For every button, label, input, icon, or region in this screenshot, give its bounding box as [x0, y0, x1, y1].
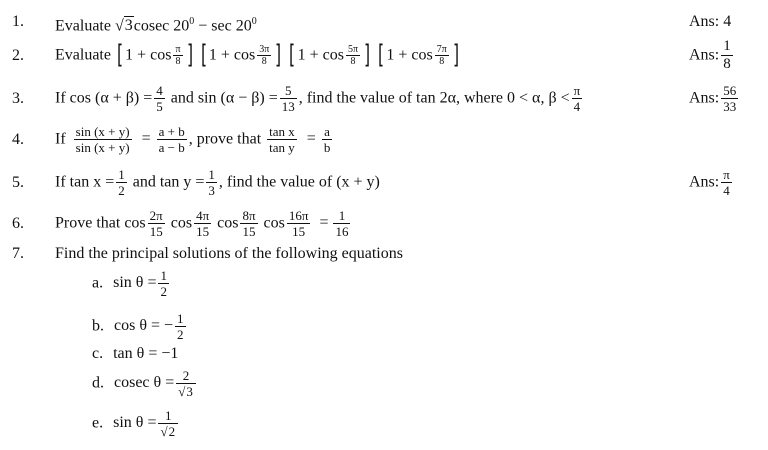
q3-answer-fraction: $\frac{56}{33}$ [723, 82, 737, 114]
q6-fraction-4: $\frac{16\pi}{15}$ [288, 207, 309, 239]
question-7-text: Find the principal solutions of the following equations [55, 245, 403, 262]
q6-part-1: Prove that cos [55, 214, 146, 232]
q6-cos-4: cos [263, 214, 285, 232]
q5-fraction-2: $\frac{1}{3}$ [208, 166, 215, 198]
question-7c [92, 345, 178, 363]
q7b-equation: cos θ = − [114, 317, 174, 335]
q1-degree-2: 0 [251, 16, 257, 27]
q1-degree-1: 0 [189, 16, 195, 27]
question-1-answer: Ans: 4 [689, 13, 732, 30]
q2-bracket-open-3: [ [289, 40, 296, 71]
q3-answer-label: Ans: [689, 89, 720, 107]
q4-equals-2: = [306, 130, 316, 148]
q2-fraction-1: $\frac{\pi}{8}$ [175, 43, 181, 67]
q7e-sqrt-symbol: √ [160, 423, 168, 439]
q7d-equation: cosec θ = [114, 374, 175, 392]
q6-cos-2: cos [170, 214, 193, 232]
q4-fraction-4: $\frac{a}{b}$ [323, 123, 331, 155]
question-3-answer [689, 81, 740, 115]
question-4-number: 4. [12, 131, 24, 148]
question-2-text [55, 38, 461, 72]
q4-equals: = [141, 130, 151, 148]
question-3-number: 3. [12, 90, 24, 107]
q7d-fraction: $\frac{2}{√3}$ [176, 368, 196, 399]
question-7b [92, 309, 188, 343]
q4-fraction-3: $\frac{\text{tan x}}{\text{tan y}}$ [269, 123, 295, 155]
question-5-answer [689, 165, 734, 199]
q2-bracket-close-4: ] [452, 40, 459, 71]
q2-fraction-3: $\frac{5\pi}{8}$ [347, 43, 359, 67]
question-7d [92, 364, 198, 402]
q7a-fraction: $\frac{1}{2}$ [160, 267, 167, 299]
q2-term-4: 1 + cos [386, 46, 433, 64]
q1-radicand: 3 [124, 17, 133, 35]
q2-bracket-open-1: [ [117, 40, 124, 71]
q2-term-2: 1 + cos [208, 46, 256, 64]
q4-fraction-2: $\frac{a + b}{a - b}$ [158, 123, 185, 155]
q6-fraction-3: $\frac{8\pi}{15}$ [242, 207, 256, 239]
q7d-label: d. [92, 374, 104, 392]
q3-fraction-2: $\frac{5}{13}$ [281, 82, 295, 114]
q6-cos-3: cos [217, 214, 239, 232]
q2-bracket-open-4: [ [378, 40, 385, 71]
q2-bracket-open-2: [ [200, 40, 207, 71]
q5-part-1: If tan x = [55, 173, 115, 191]
q4-if: If [55, 130, 66, 148]
question-7e [92, 404, 180, 442]
q2-fraction-4: $\frac{7\pi}{8}$ [436, 43, 447, 67]
q7a-equation: sin θ = [113, 274, 157, 292]
question-7-number: 7. [12, 245, 24, 262]
q7b-fraction: $\frac{1}{2}$ [177, 310, 184, 342]
q2-term-3: 1 + cos [297, 46, 344, 64]
q7e-label: e. [92, 414, 104, 432]
q3-part-1: If cos (α + β) = [55, 89, 153, 107]
q7e-fraction: $\frac{1}{√2}$ [158, 408, 178, 439]
q7d-sqrt-symbol: √ [178, 383, 186, 399]
question-5-text [55, 165, 380, 199]
question-7a [92, 266, 171, 300]
question-5-number: 5. [12, 174, 24, 191]
q1-sqrt-symbol: √ [114, 17, 124, 35]
q7c-equation: tan θ = −1 [113, 345, 179, 362]
q6-result-fraction: $\frac{1}{16}$ [335, 207, 349, 239]
q2-lead: Evaluate [55, 46, 111, 64]
q1-expr: cosec 20 [133, 17, 190, 35]
q3-part-2: and sin (α − β) = [166, 89, 278, 107]
q2-answer-label: Ans: [689, 46, 720, 64]
q1-lead: Evaluate [55, 17, 115, 35]
q2-fraction-2: $\frac{3\pi}{8}$ [259, 43, 270, 67]
q2-bracket-close-3: ] [364, 40, 371, 71]
q2-bracket-close-1: ] [186, 40, 193, 71]
q4-part-2: , prove that [188, 130, 262, 148]
q7e-equation: sin θ = [113, 414, 157, 432]
q4-fraction-1: $\frac{\sin (x + y)}{\sin (x + y)}$ [75, 123, 130, 155]
q6-fraction-1: $\frac{2\pi}{15}$ [149, 207, 163, 239]
q2-bracket-close-2: ] [275, 40, 282, 71]
q7b-label: b. [92, 317, 104, 335]
q5-part-3: , find the value of (x + y) [218, 173, 380, 191]
q3-fraction-1: $\frac{4}{5}$ [156, 82, 163, 114]
q2-term-1: 1 + cos [125, 46, 172, 64]
q6-equals: = [319, 214, 329, 232]
question-6-number: 6. [12, 215, 24, 232]
question-1-text [55, 13, 257, 35]
q2-answer-fraction: $\frac{1}{8}$ [723, 38, 731, 72]
question-2-answer [689, 38, 735, 73]
q3-part-3: , find the value of tan 2α, where 0 < α, β < [298, 89, 570, 107]
q5-part-2: and tan y = [128, 173, 205, 191]
question-2-number: 2. [12, 47, 24, 64]
q5-fraction-1: $\frac{1}{2}$ [118, 166, 125, 198]
q1-minus-part: − sec 20 [194, 17, 252, 35]
q5-answer-fraction: $\frac{\pi}{4}$ [723, 166, 730, 198]
question-4-text [55, 121, 334, 157]
q6-fraction-2: $\frac{4\pi}{15}$ [196, 207, 210, 239]
q3-fraction-3: $\frac{\pi}{4}$ [573, 82, 581, 114]
q5-answer-label: Ans: [689, 173, 720, 191]
question-6-text [55, 206, 352, 240]
q7c-label: c. [92, 345, 104, 362]
question-3-text [55, 81, 584, 115]
q7a-label: a. [92, 274, 104, 292]
question-1-number: 1. [12, 13, 24, 30]
